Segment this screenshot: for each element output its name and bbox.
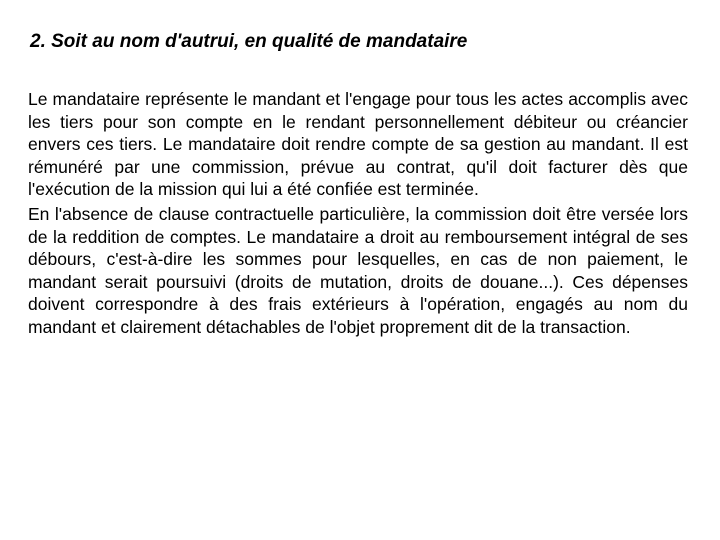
paragraph-commission-debours: En l'absence de clause contractuelle particulière, la commission doit être versée lors de la reddition de comptes. Le mandataire a droit au remboursement intégral de ses débours, c'est-à-dire les sommes pour lesquelles, en cas de non paiement, le mandant serait poursuivi (droits de mutation, droits de douane...). Ces dépenses doivent correspondre à des frais extérieurs à l'opération, engagés au nom du mandant et clairement détachables de l'objet proprement dit de la transaction. — [28, 203, 688, 337]
section-heading: 2. Soit au nom d'autrui, en qualité de mandataire — [30, 31, 468, 52]
body-text — [28, 88, 688, 341]
paragraph-mandataire-role: Le mandataire représente le mandant et l'engage pour tous les actes accomplis avec les tiers pour son compte en le rendant personnellement débiteur ou créancier envers ces tiers. Le mandataire doit rendre compte de sa gestion au mandant. Il est rémunéré par une commission, prévue au contrat, qu'il doit facturer dès que l'exécution de la mission qui lui a été confiée est terminée. — [28, 89, 688, 200]
